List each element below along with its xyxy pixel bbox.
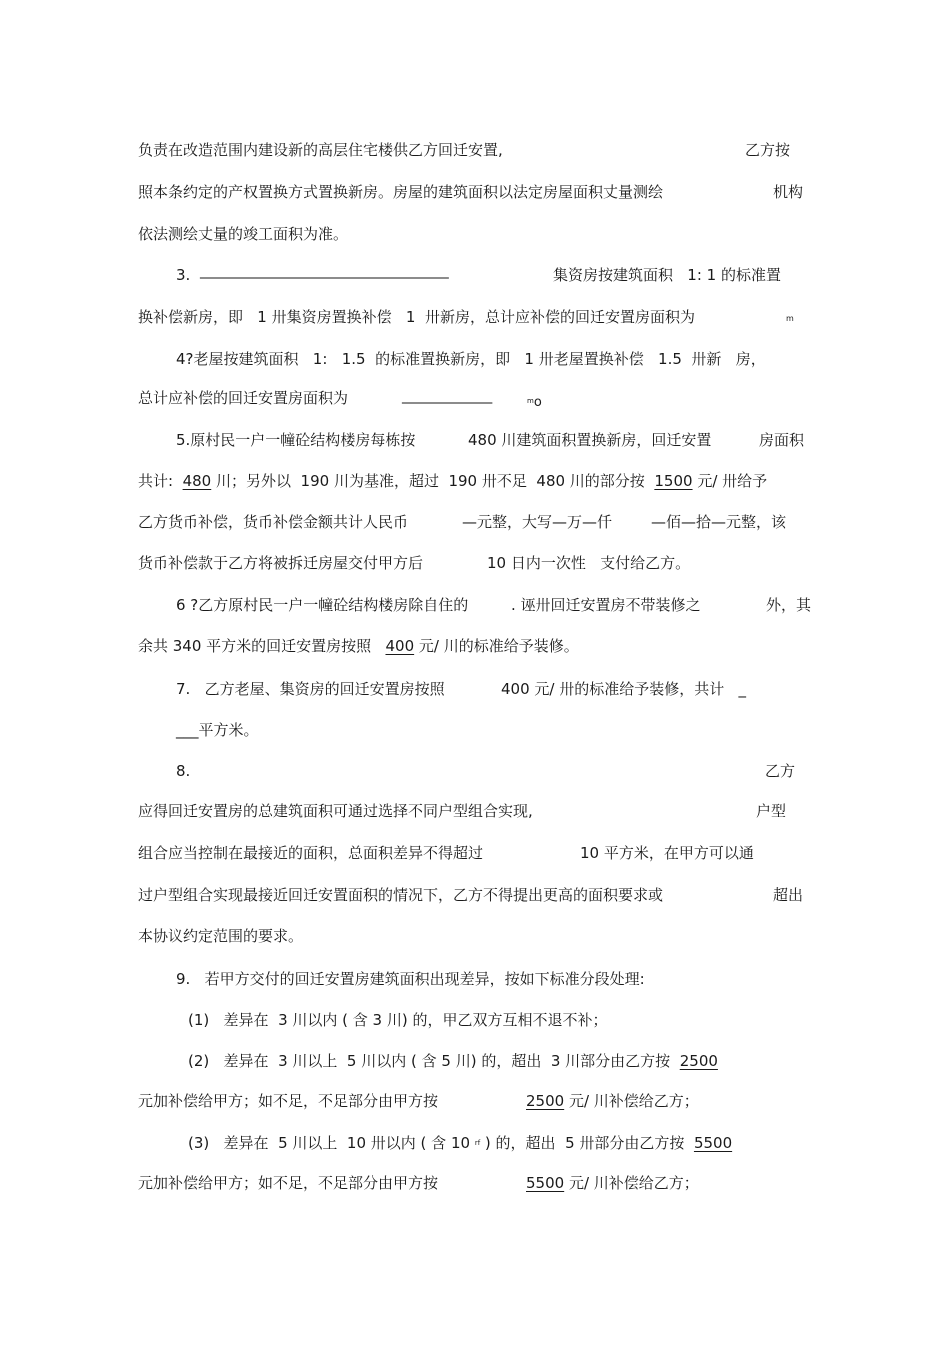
text-line: 元加补偿给甲方；如不足，不足部分由甲方按 [138, 1174, 439, 1192]
filled-value: 2500 [679, 1052, 718, 1070]
text-line: ___平方米。 [176, 721, 259, 739]
text-line: 乙方 [765, 762, 796, 780]
text-line: 超出 [773, 886, 804, 904]
filled-value: 480 [182, 472, 212, 490]
text-line: 7. 乙方老屋、集资房的回迁安置房按照 [176, 680, 445, 698]
text-line: 机构 [773, 183, 804, 201]
text-line: 乙方按 [745, 141, 791, 159]
text-line: 余共 340 平方米的回迁安置房按照 400 元/ 川的标准给予装修。 [138, 637, 579, 655]
text-line: 6 ?乙方原村民一户一幢砼结构楼房除自住的 [176, 596, 469, 614]
text-line: 8. [176, 762, 191, 780]
text-line: 400 元/ 卅的标准给予装修，共计 _ [501, 680, 747, 698]
text-line: 房面积 [759, 431, 805, 449]
text-line: 5500 元/ 川补偿给乙方； [526, 1174, 699, 1192]
blank-line: ________________________________________ [200, 263, 449, 279]
text-line: 本协议约定范围的要求。 [138, 927, 304, 945]
text-line: (3) 差异在 5 川以上 10 卅以内 ( 含 10 $^{rf}$ ) 的，超出 5 卅部分由乙方按 5500 [188, 1134, 733, 1152]
text-line: 换补偿新房，即 1 卅集资房置换补偿 1 卅新房，总计应补偿的回迁安置房面积为 [138, 308, 696, 326]
text-line: (1) 差异在 3 川以内 ( 含 3 川) 的，甲乙双方互相不退不补； [188, 1011, 608, 1029]
text-line: 货币补偿款于乙方将被拆迁房屋交付甲方后 [138, 554, 424, 572]
text-line: 外，其 [766, 596, 812, 614]
text-line: 总计应补偿的回迁安置房面积为 [138, 389, 349, 407]
text-line: 照本条约定的产权置换方式置换新房。房屋的建筑面积以法定房屋面积丈量测绘 [138, 183, 664, 201]
text-line: (2) 差异在 3 川以上 5 川以内 ( 含 5 川) 的，超出 3 川部分由乙方按 2500 [188, 1052, 718, 1070]
unit-mark: rf [474, 1139, 481, 1147]
text-line: 组合应当控制在最接近的面积，总面积差异不得超过 [138, 844, 484, 862]
text-line: 10 日内一次性 支付给乙方。 [487, 554, 691, 572]
filled-value: 5500 [693, 1134, 733, 1152]
text-line: 过户型组合实现最接近回迁安置面积的情况下，乙方不得提出更高的面积要求或 [138, 886, 664, 904]
filled-value: 5500 [526, 1174, 565, 1192]
text-line: 负责在改造范围内建设新的高层住宅楼供乙方回迁安置, [138, 141, 503, 159]
text-line: 元加补偿给甲方；如不足，不足部分由甲方按 [138, 1092, 439, 1110]
unit-mark: $^m$o [527, 395, 542, 410]
unit-mark: m [786, 314, 794, 323]
text-line: —元整，大写—万—仟 [462, 513, 613, 531]
text-line: 5.原村民一户一幢砼结构楼房每栋按 [176, 431, 416, 449]
filled-value: 1500 [654, 472, 693, 490]
text-line: 乙方货币补偿，货币补偿金额共计人民币 [138, 513, 409, 531]
text-line: 户型 [756, 802, 787, 820]
text-line: 480 川建筑面积置换新房，回迁安置 [468, 431, 712, 449]
text-line: —佰—拾—元整，该 [651, 513, 787, 531]
text-line: 共计: 480 川；另外以 190 川为基准，超过 190 卅不足 480 川的部分按 1500 元/ 卅给予 [138, 472, 768, 490]
text-line: 2500 元/ 川补偿给乙方； [526, 1092, 699, 1110]
filled-value: 2500 [526, 1092, 565, 1110]
text-line: 应得回迁安置房的总建筑面积可通过选择不同户型组合实现, [138, 802, 533, 820]
text-line: 集资房按建筑面积 1: 1 的标准置 [553, 266, 781, 284]
text-line: 9. 若甲方交付的回迁安置房建筑面积出现差异，按如下标准分段处理: [176, 970, 645, 988]
text-line: 10 平方米，在甲方可以通 [580, 844, 754, 862]
text-line: 依法测绘丈量的竣工面积为准。 [138, 225, 349, 243]
text-line: . 诬卅回迁安置房不带装修之 [511, 596, 701, 614]
blank-line: ______________ [402, 388, 492, 404]
text-line: 3. [176, 266, 191, 284]
text-line: 4?老屋按建筑面积 1: 1.5 的标准置换新房，即 1 卅老屋置换补偿 1.5 卅新 房， [176, 350, 766, 368]
filled-value: 400 [385, 637, 415, 655]
